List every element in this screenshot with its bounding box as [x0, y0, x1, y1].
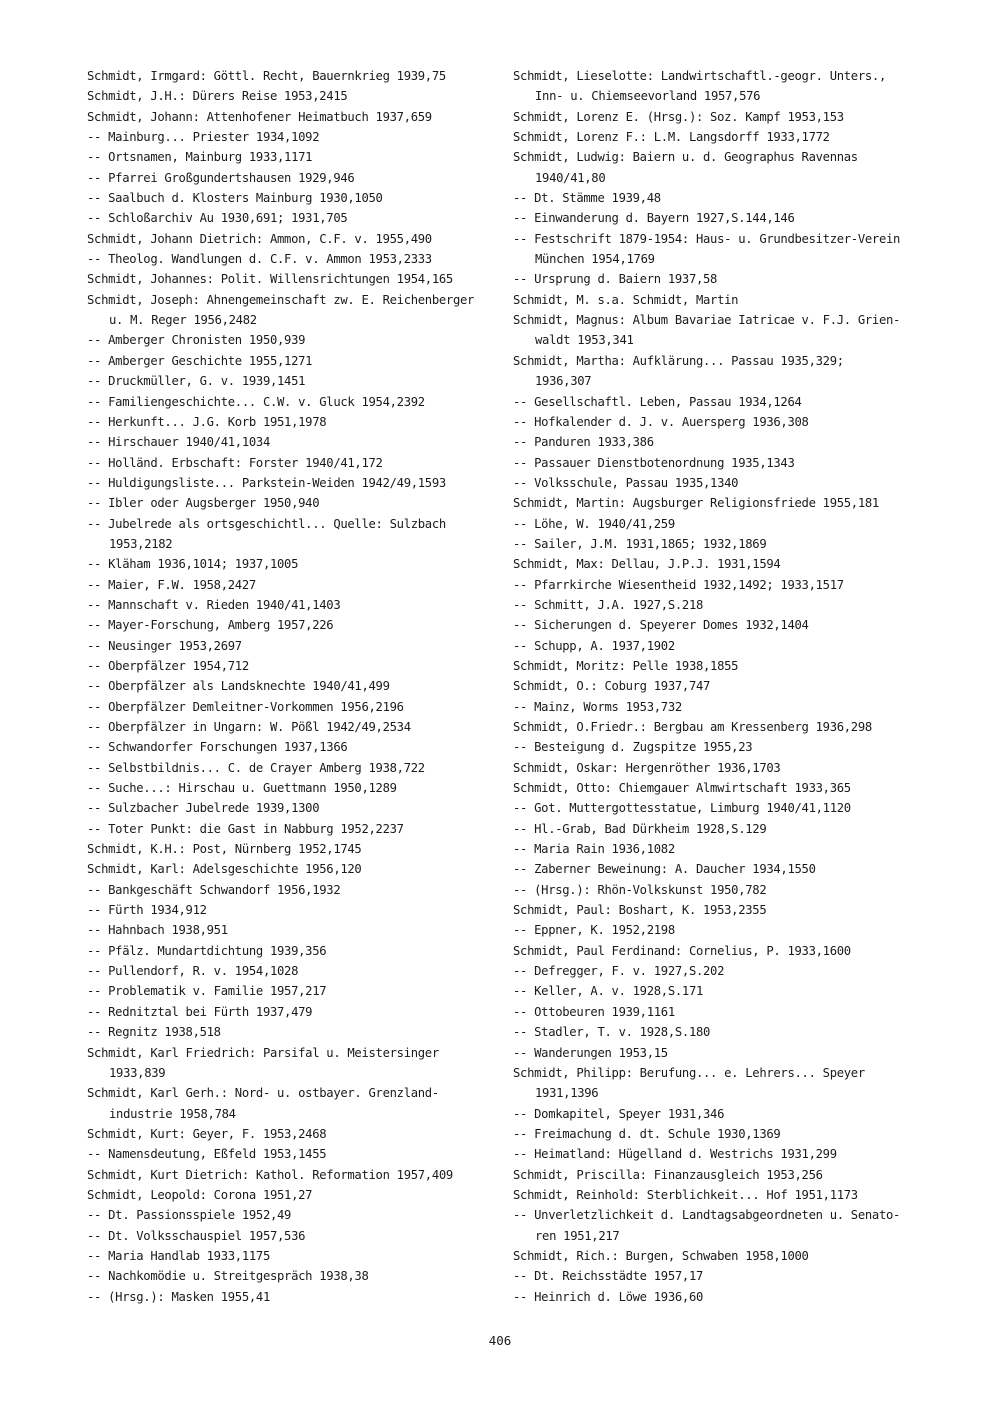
index-entry: -- Herkunft... J.G. Korb 1951,1978	[87, 414, 327, 429]
index-entry: -- Rednitztal bei Fürth 1937,479	[87, 1004, 313, 1019]
index-entry: -- Jubelrede als ortsgeschichtl... Quelle: Sulzbach	[87, 516, 446, 531]
index-entry-continuation: ren 1951,217	[535, 1228, 620, 1243]
index-entry: Schmidt, Moritz: Pelle 1938,1855	[513, 658, 739, 673]
index-entry: -- (Hrsg.): Rhön-Volkskunst 1950,782	[513, 882, 767, 897]
index-entry: -- Panduren 1933,386	[513, 435, 654, 450]
index-entry: -- Holländ. Erbschaft: Forster 1940/41,172	[87, 455, 383, 470]
index-entry: -- Pfälz. Mundartdichtung 1939,356	[87, 943, 327, 958]
index-entry: Schmidt, Magnus: Album Bavariae Iatricae v. F.J. Grien-	[513, 313, 901, 328]
index-entry: Schmidt, Johann: Attenhofener Heimatbuch 1937,659	[87, 109, 432, 124]
index-entry: -- Fürth 1934,912	[87, 903, 207, 918]
index-entry: Schmidt, Martin: Augsburger Religionsfriede 1955,181	[513, 496, 879, 511]
index-entry: -- (Hrsg.): Masken 1955,41	[87, 1289, 270, 1304]
index-entry: Schmidt, Johannes: Polit. Willensrichtungen 1954,165	[87, 272, 453, 287]
index-entry: -- Pfarrei Großgundertshausen 1929,946	[87, 170, 355, 185]
index-entry: Schmidt, Karl Gerh.: Nord- u. ostbayer. Grenzland-	[87, 1086, 439, 1101]
index-entry: -- Ursprung d. Baiern 1937,58	[513, 272, 718, 287]
index-entry: -- Maria Handlab 1933,1175	[87, 1248, 270, 1263]
index-entry: -- Maria Rain 1936,1082	[513, 842, 675, 857]
index-entry: Schmidt, Rich.: Burgen, Schwaben 1958,1000	[513, 1248, 809, 1263]
index-entry: -- Gesellschaftl. Leben, Passau 1934,1264	[513, 394, 802, 409]
index-entry: Schmidt, Lorenz F.: L.M. Langsdorff 1933,1772	[513, 130, 830, 145]
index-entry: -- Schupp, A. 1937,1902	[513, 638, 675, 653]
index-entry: -- Passauer Dienstbotenordnung 1935,1343	[513, 455, 795, 470]
page-number: 406	[488, 1333, 512, 1348]
index-entry: -- Sailer, J.M. 1931,1865; 1932,1869	[513, 536, 767, 551]
index-entry: Schmidt, O.Friedr.: Bergbau am Kressenberg 1936,298	[513, 720, 872, 734]
index-entry: -- Freimachung d. dt. Schule 1930,1369	[513, 1126, 781, 1141]
index-entry: -- Druckmüller, G. v. 1939,1451	[87, 374, 306, 389]
index-entry: Schmidt, Priscilla: Finanzausgleich 1953,256	[513, 1167, 823, 1182]
index-entry: -- Pfarrkirche Wiesentheid 1932,1492; 1933,1517	[513, 577, 844, 592]
index-entry: -- Toter Punkt: die Gast in Nabburg 1952,2237	[87, 821, 404, 836]
index-entry: -- Amberger Geschichte 1955,1271	[87, 353, 313, 368]
index-entry: -- Stadler, T. v. 1928,S.180	[513, 1025, 711, 1040]
index-entry: -- Theolog. Wandlungen d. C.F. v. Ammon 1953,2333	[87, 252, 432, 267]
index-entry: -- Volksschule, Passau 1935,1340	[513, 475, 739, 490]
index-entry: -- Löhe, W. 1940/41,259	[513, 516, 675, 531]
index-entry: Schmidt, K.H.: Post, Nürnberg 1952,1745	[87, 842, 362, 857]
index-entry-continuation: 1940/41,80	[535, 170, 606, 185]
index-entry: -- Ibler oder Augsberger 1950,940	[87, 496, 320, 511]
index-entry: -- Zaberner Beweinung: A. Daucher 1934,1550	[513, 862, 816, 877]
index-entry-continuation: 1936,307	[535, 374, 592, 389]
index-entry: -- Oberpfälzer als Landsknechte 1940/41,499	[87, 679, 390, 694]
index-entry: -- Schwandorfer Forschungen 1937,1366	[87, 740, 348, 755]
index-entry: Schmidt, Kurt Dietrich: Kathol. Reformation 1957,409	[87, 1167, 453, 1182]
index-entry: Schmidt, Otto: Chiemgauer Almwirtschaft 1933,365	[513, 781, 851, 796]
index-entry: -- Nachkomödie u. Streitgespräch 1938,38	[87, 1269, 369, 1284]
index-entry: -- Ottobeuren 1939,1161	[513, 1004, 675, 1019]
index-entry-continuation: 1931,1396	[535, 1086, 599, 1101]
index-entry: Schmidt, Leopold: Corona 1951,27	[87, 1187, 313, 1202]
index-entry: -- Mainz, Worms 1953,732	[513, 699, 682, 714]
index-entry: -- Namensdeutung, Eßfeld 1953,1455	[87, 1147, 327, 1162]
index-entry: -- Domkapitel, Speyer 1931,346	[513, 1106, 725, 1121]
index-entry: -- Oberpfälzer Demleitner-Vorkommen 1956,2196	[87, 699, 404, 714]
index-entry: -- Mainburg... Priester 1934,1092	[87, 130, 320, 145]
index-entry: -- Hirschauer 1940/41,1034	[87, 435, 270, 450]
index-entry: -- Dt. Passionsspiele 1952,49	[87, 1208, 292, 1223]
index-entry: -- Sulzbacher Jubelrede 1939,1300	[87, 801, 320, 816]
index-entry: -- Unverletzlichkeit d. Landtagsabgeordneten u. Senato-	[513, 1208, 901, 1223]
index-entry: -- Besteigung d. Zugspitze 1955,23	[513, 740, 753, 755]
index-entry: -- Sicherungen d. Speyerer Domes 1932,1404	[513, 618, 809, 633]
left-column	[87, 66, 497, 1307]
index-entry: Schmidt, M. s.a. Schmidt, Martin	[513, 292, 739, 307]
index-entry: -- Neusinger 1953,2697	[87, 638, 242, 653]
index-entry: -- Defregger, F. v. 1927,S.202	[513, 964, 725, 979]
index-entry: Schmidt, Ludwig: Baiern u. d. Geographus Ravennas	[513, 150, 858, 165]
index-entry: -- Einwanderung d. Bayern 1927,S.144,146	[513, 211, 795, 226]
index-entry: Schmidt, J.H.: Dürers Reise 1953,2415	[87, 89, 348, 104]
index-entry: -- Problematik v. Familie 1957,217	[87, 984, 327, 999]
index-entry: Schmidt, Karl Friedrich: Parsifal u. Meistersinger	[87, 1045, 439, 1060]
index-entry: Schmidt, Lieselotte: Landwirtschaftl.-geogr. Unters.,	[513, 69, 886, 83]
index-entry: -- Dt. Reichsstädte 1957,17	[513, 1269, 704, 1284]
index-entry: Schmidt, Irmgard: Göttl. Recht, Bauernkrieg 1939,75	[87, 69, 446, 83]
index-entry: -- Bankgeschäft Schwandorf 1956,1932	[87, 882, 341, 897]
index-entry: -- Oberpfälzer 1954,712	[87, 658, 249, 673]
index-entry: -- Wanderungen 1953,15	[513, 1045, 668, 1060]
index-entry-continuation: 1953,2182	[109, 536, 173, 551]
index-entry: -- Hl.-Grab, Bad Dürkheim 1928,S.129	[513, 821, 767, 836]
index-entry: -- Ortsnamen, Mainburg 1933,1171	[87, 150, 313, 165]
index-entry: -- Dt. Volksschauspiel 1957,536	[87, 1228, 306, 1243]
index-entry: -- Heinrich d. Löwe 1936,60	[513, 1289, 704, 1304]
index-entry: -- Heimatland: Hügelland d. Westrichs 1931,299	[513, 1147, 837, 1162]
index-entry: -- Mayer-Forschung, Amberg 1957,226	[87, 618, 334, 633]
index-entry: -- Maier, F.W. 1958,2427	[87, 577, 256, 592]
index-entry: Schmidt, Paul Ferdinand: Cornelius, P. 1933,1600	[513, 943, 851, 958]
index-entry: -- Pullendorf, R. v. 1954,1028	[87, 964, 299, 979]
index-entry: -- Saalbuch d. Klosters Mainburg 1930,1050	[87, 191, 383, 206]
index-entry: -- Schmitt, J.A. 1927,S.218	[513, 597, 704, 612]
index-entry: Schmidt, Lorenz E. (Hrsg.): Soz. Kampf 1953,153	[513, 109, 844, 124]
index-entry: Schmidt, Joseph: Ahnengemeinschaft zw. E. Reichenberger	[87, 292, 475, 307]
index-entry: Schmidt, Oskar: Hergenröther 1936,1703	[513, 760, 781, 775]
index-entry-continuation: 1933,839	[109, 1065, 166, 1080]
index-entry: -- Keller, A. v. 1928,S.171	[513, 984, 704, 999]
index-entry: -- Hahnbach 1938,951	[87, 923, 228, 938]
index-entry: Schmidt, Johann Dietrich: Ammon, C.F. v. 1955,490	[87, 231, 432, 246]
index-entry: Schmidt, Paul: Boshart, K. 1953,2355	[513, 903, 767, 918]
index-entry: Schmidt, Reinhold: Sterblichkeit... Hof 1951,1173	[513, 1187, 858, 1202]
index-entry: Schmidt, Martha: Aufklärung... Passau 1935,329;	[513, 353, 844, 368]
index-entry: -- Schloßarchiv Au 1930,691; 1931,705	[87, 211, 348, 226]
index-entry: -- Hofkalender d. J. v. Auersperg 1936,308	[513, 414, 809, 429]
index-entry: Schmidt, Kurt: Geyer, F. 1953,2468	[87, 1126, 327, 1141]
index-entry: -- Mannschaft v. Rieden 1940/41,1403	[87, 597, 341, 612]
index-entry-continuation: industrie 1958,784	[109, 1106, 236, 1121]
index-entry: -- Amberger Chronisten 1950,939	[87, 333, 306, 348]
index-entry: -- Huldigungsliste... Parkstein-Weiden 1942/49,1593	[87, 475, 446, 490]
index-entry: Schmidt, O.: Coburg 1937,747	[513, 679, 711, 694]
right-column	[513, 66, 933, 1307]
index-entry: -- Suche...: Hirschau u. Guettmann 1950,1289	[87, 781, 397, 796]
index-entry-continuation: München 1954,1769	[535, 252, 655, 267]
index-entry: -- Regnitz 1938,518	[87, 1025, 221, 1040]
index-entry: Schmidt, Philipp: Berufung... e. Lehrers... Speyer	[513, 1065, 865, 1080]
index-entry: -- Familiengeschichte... C.W. v. Gluck 1954,2392	[87, 394, 425, 409]
index-entry: -- Festschrift 1879-1954: Haus- u. Grundbesitzer-Verein	[513, 231, 901, 246]
index-entry: Schmidt, Karl: Adelsgeschichte 1956,120	[87, 862, 362, 877]
index-entry: -- Oberpfälzer in Ungarn: W. Pößl 1942/49,2534	[87, 720, 411, 734]
index-entry: -- Eppner, K. 1952,2198	[513, 923, 675, 938]
index-entry-continuation: Inn- u. Chiemseevorland 1957,576	[535, 89, 761, 104]
index-entry: -- Got. Muttergottesstatue, Limburg 1940/41,1120	[513, 801, 851, 816]
index-entry-continuation: u. M. Reger 1956,2482	[109, 313, 257, 328]
index-entry-continuation: waldt 1953,341	[535, 333, 634, 348]
index-entry: -- Kläham 1936,1014; 1937,1005	[87, 557, 299, 572]
index-entry: -- Dt. Stämme 1939,48	[513, 191, 661, 206]
index-entry: Schmidt, Max: Dellau, J.P.J. 1931,1594	[513, 557, 781, 572]
index-entry: -- Selbstbildnis... C. de Crayer Amberg 1938,722	[87, 760, 425, 775]
